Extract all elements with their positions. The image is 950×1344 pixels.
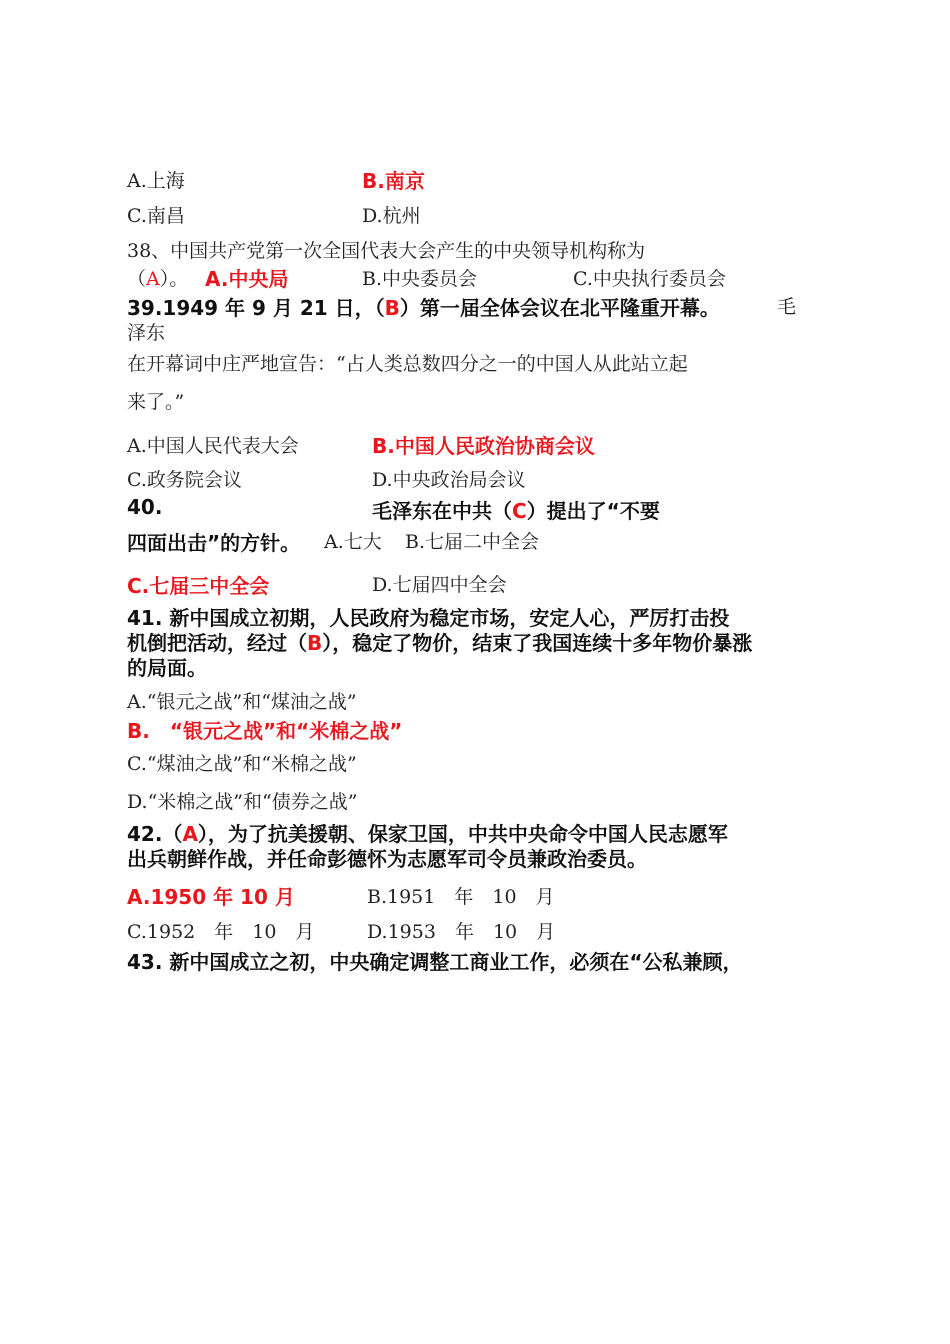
q42-option-b: B.1951 年 10 月 xyxy=(367,886,555,908)
q42-stem-line2: 出兵朝鲜作战，并任命彭德怀为志愿军司令员兼政治委员。 xyxy=(127,847,647,871)
q39-option-a: A.中国人民代表大会 xyxy=(127,435,299,457)
q39-stem-line4: 来了。” xyxy=(127,391,185,413)
q40-number: 40. xyxy=(127,495,163,519)
q37-option-b-answer: B.南京 xyxy=(362,169,425,193)
q39-stem-tail: 毛 xyxy=(777,296,797,318)
q40-option-b: B.七届二中全会 xyxy=(405,531,540,553)
q38-option-a-answer: A.中央局 xyxy=(205,267,289,291)
q41-option-b-answer: B. “银元之战”和“米棉之战” xyxy=(127,719,403,743)
q38-option-b: B.中央委员会 xyxy=(362,268,478,290)
q39-option-d: D.中央政治局会议 xyxy=(372,469,526,491)
q41-stem-line3: 的局面。 xyxy=(127,656,207,680)
q41-stem-line2: 机倒把活动，经过（B），稳定了物价，结束了我国连续十多年物价暴涨 xyxy=(127,631,753,655)
q42-option-a-answer: A.1950 年 10 月 xyxy=(127,885,295,909)
q37-option-c: C.南昌 xyxy=(127,205,185,227)
q40-answer-letter: C xyxy=(512,499,527,523)
q41-stem-line1: 41. 新中国成立初期，人民政府为稳定市场，安定人心，严厉打击投 xyxy=(127,606,730,630)
q40-stem-line1: 毛泽东在中共（C）提出了“不要 xyxy=(372,499,660,523)
q38-option-c: C.中央执行委员会 xyxy=(573,268,726,290)
q39-answer-letter: B xyxy=(384,296,400,320)
q40-option-d: D.七届四中全会 xyxy=(372,574,507,596)
q37-option-d: D.杭州 xyxy=(362,205,421,227)
q39-stem-line1: 39.1949 年 9 月 21 日，（B）第一届全体会议在北平隆重开幕。 xyxy=(127,296,720,320)
q39-stem-line2: 泽东 xyxy=(127,322,166,344)
q38-stem: 38、中国共产党第一次全国代表大会产生的中央领导机构称为 xyxy=(127,240,646,262)
q39-option-b-answer: B.中国人民政治协商会议 xyxy=(372,434,595,458)
q41-option-d: D.“米棉之战”和“债券之战” xyxy=(127,791,358,813)
q40-option-a: A.七大 xyxy=(324,531,382,553)
q39-stem-line3: 在开幕词中庄严地宣告：“占人类总数四分之一的中国人从此站立起 xyxy=(127,353,688,375)
q37-option-a: A.上海 xyxy=(127,170,185,192)
q42-stem-line1: 42.（A），为了抗美援朝、保家卫国，中共中央命令中国人民志愿军 xyxy=(127,822,728,846)
q38-answer-line: （A）。 xyxy=(127,268,189,290)
q40-option-c-answer: C.七届三中全会 xyxy=(127,574,270,598)
q42-option-d: D.1953 年 10 月 xyxy=(367,921,556,943)
q41-answer-letter: B xyxy=(307,631,323,655)
q39-option-c: C.政务院会议 xyxy=(127,469,242,491)
q38-answer-letter: A xyxy=(146,268,160,290)
q40-stem-line2: 四面出击”的方针。 xyxy=(127,531,301,555)
q42-option-c: C.1952 年 10 月 xyxy=(127,921,315,943)
q43-stem-line1: 43. 新中国成立之初，中央确定调整工商业工作，必须在“公私兼顾， xyxy=(127,950,743,974)
q41-option-a: A.“银元之战”和“煤油之战” xyxy=(127,691,357,713)
q42-answer-letter: A xyxy=(182,822,198,846)
q41-option-c: C.“煤油之战”和“米棉之战” xyxy=(127,753,357,775)
